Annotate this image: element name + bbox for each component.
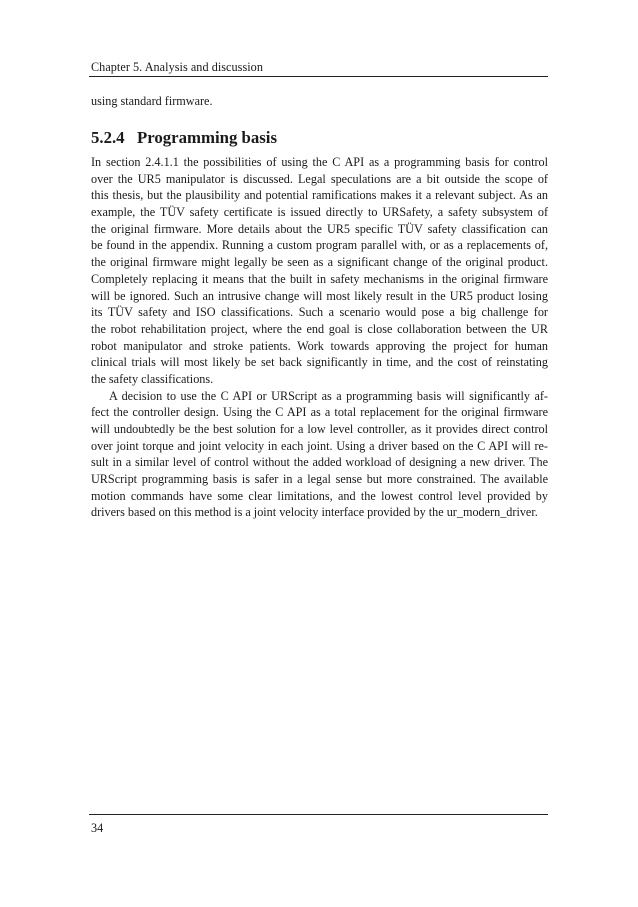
text-line: this thesis, but the plausibility and potential ramifications makes it a relevant subject. As an [91, 188, 548, 203]
text-line: over the UR5 manipulator is discussed. Legal speculations are a bit outside the scope of [91, 171, 548, 186]
text-line: sult in a similar level of control without the added workload of designing a new driver. The [91, 455, 548, 470]
text-line: clinical trials will most likely be set back significantly in time, and the cost of reinstating [91, 355, 548, 370]
paragraph-1 [91, 154, 548, 388]
continued-text: using standard firmware. [91, 94, 213, 108]
page-number: 34 [91, 821, 104, 835]
text-line: In section 2.4.1.1 the possibilities of using the C API as a programming basis for control [91, 155, 548, 169]
header-rule [89, 76, 548, 77]
text-line: Completely replacing it means that the built in safety mechanisms in the original firmware [91, 271, 548, 286]
section-heading [91, 128, 277, 148]
text-line: URScript programming basis is safer in a legal sense but more constrained. The available [91, 472, 548, 487]
text-line: will undoubtedly be the best solution for a low level controller, as it provides direct control [91, 422, 548, 436]
text-line: example, the TÜV safety certificate is issued directly to URSafety, a safety subsystem of [91, 205, 548, 220]
section-number: 5.2.4 [91, 128, 125, 147]
text-line: motion commands have some clear limitations, and the lowest control level provided by [91, 488, 548, 503]
running-header: Chapter 5. Analysis and discussion [91, 60, 263, 74]
text-line: over joint torque and joint velocity in each joint. Using a driver based on the C API will re- [91, 438, 548, 453]
body-text [91, 154, 548, 521]
text-line: drivers based on this method is a joint velocity interface provided by the ur_modern_driver. [91, 505, 538, 520]
section-title: Programming basis [137, 128, 278, 147]
text-line: the original firmware. More details about the UR5 specific TÜV safety classification can [91, 221, 548, 236]
text-line: robot manipulator and stroke patients. Work towards approving the project for human [91, 338, 548, 353]
text-line: fect the controller design. Using the C API as a total replacement for the original firmware [91, 405, 548, 420]
text-line: its TÜV safety and ISO classifications. Such a scenario would pose a big challenge for [91, 305, 548, 320]
text-line: will be ignored. Such an intrusive change will most likely result in the UR5 product losing [91, 288, 548, 303]
text-line: the safety classifications. [91, 371, 214, 386]
text-line: be found in the appendix. Running a custom program parallel with, or as a replacements of, [91, 238, 548, 253]
paragraph-2 [91, 388, 548, 522]
footer-rule [89, 814, 548, 815]
text-line: the original firmware might legally be seen as a significant change of the original product. [91, 255, 548, 270]
text-line: the robot rehabilitation project, where the end goal is close collaboration between the UR [91, 321, 548, 336]
text-line: A decision to use the C API or URScript as a programming basis will significantly af- [109, 388, 548, 403]
